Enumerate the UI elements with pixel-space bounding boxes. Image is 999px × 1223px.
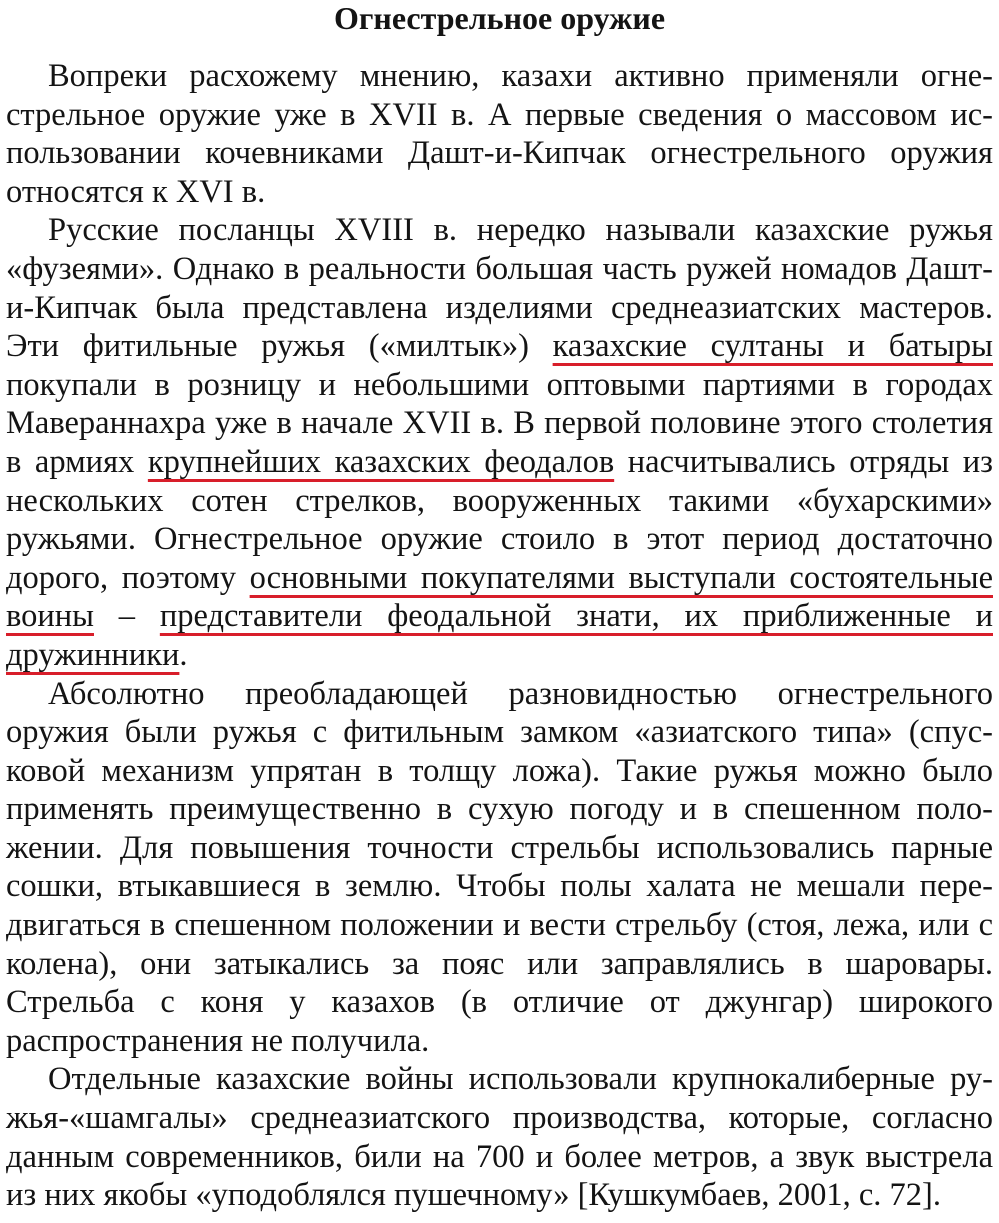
highlight-underline-sultans: казахские султаны и батыры [552,328,993,365]
highlight-underline-nobility: представители феодальной знати, их приближенные и дружинники [6,598,993,673]
paragraph-4: Отдельные казахские войны использовали крупнокалиберные ружья-«шамгалы» среднеазиатского производства, которые, согласно данным современников, били на 700 и более метров, а звук выстрела из них якобы «уподоблялся пушечному» [Кушкумбаев, 2001, с. 72]. [6,1061,993,1214]
paragraph-2 [6,211,993,674]
highlight-underline-buyers: основными покупателями выступали состоятельные воины [6,559,993,635]
paragraph-1: Вопреки расхожему мнению, казахи активно применяли огнестрельное оружие уже в XVII в. А первые сведения о массовом использовании кочевниками Дашт-и-Кипчак огнестрельного оружия относятся к XVI в. [6,58,993,210]
paragraph-2-text-3: насчитывались отряды из нескольких сотен стрелков, вооруженных такими «бухарскими» ружьями. Огнестрельное оружие стоило в этот период достаточно дорого, поэтому [6,443,993,596]
paragraph-2-text-1: Русские посланцы XVIII в. нередко называли казахские ружья «фузеями». Однако в реальности большая часть ружей номадов Дашт-и-Кипчак была представлена изделиями среднеазиатских мастеров. Эти фитильные ружья («милтык») [6,212,993,365]
highlight-underline-feudals: крупнейших казахских феодалов [147,443,615,480]
paragraph-2-text-2: покупали в розницу и небольшими оптовыми партиями в городах Мавераннахра уже в начале XVII в. В первой половине этого столетия в армиях [6,366,993,480]
section-title: Огнестрельное оружие [333,0,666,36]
paragraph-3: Абсолютно преобладающей разновидностью огнестрельного оружия были ружья с фитильным замком «азиатского типа» (спусковой механизм упрятан в толщу ложа). Такие ружья можно было применять преимущественно в сухую погоду и в спешенном положении. Для повышения точности стрельбы использовались парные сошки, втыкавшиеся в землю. Чтобы полы халата не мешали передвигаться в спешенном положении и вести стрельбу (стоя, лежа, или с колена), они затыкались за пояс или заправлялись в шаровары. Стрельба с коня у казахов (в отличие от джунгар) широкого распространения не получила. [6,675,993,1059]
paragraph-2-end: . [179,636,188,673]
paragraph-2-dash: – [94,598,160,635]
